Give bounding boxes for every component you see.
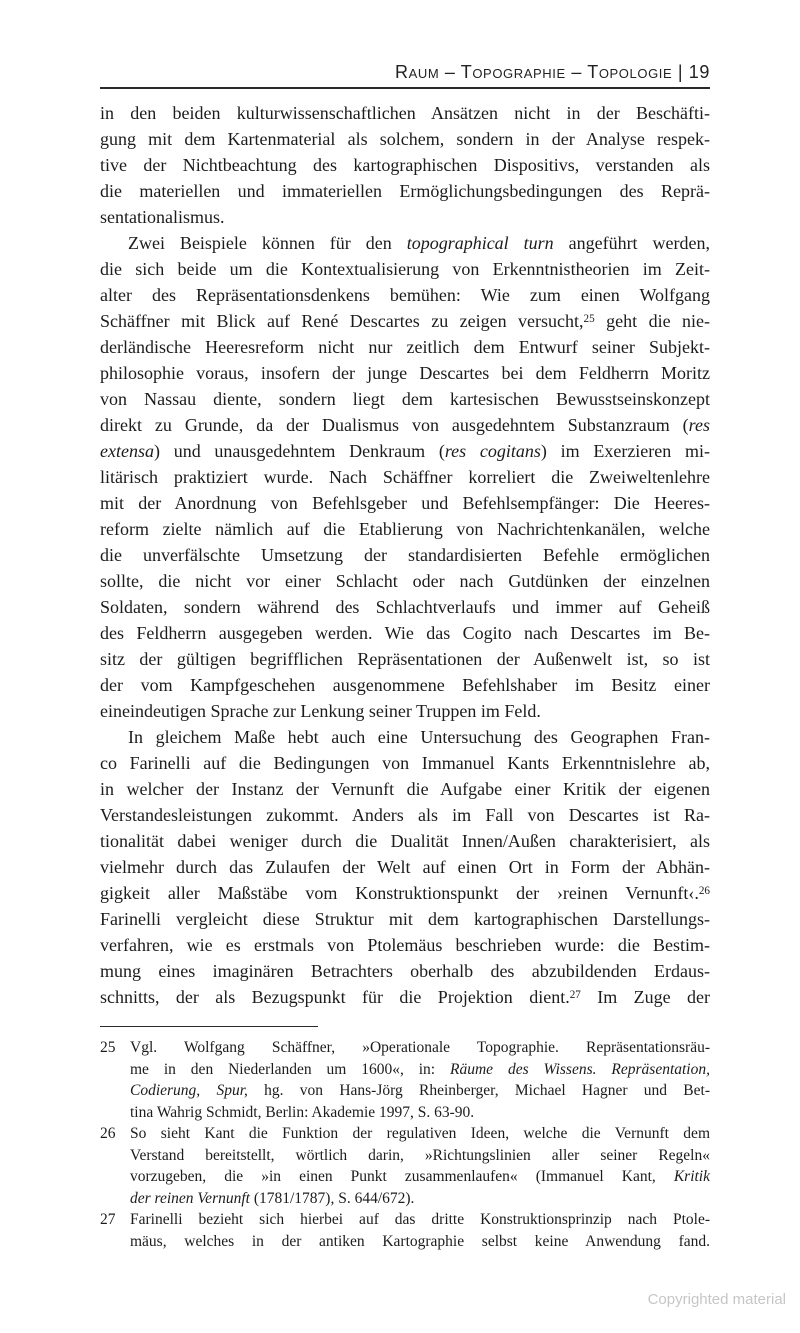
paragraph xyxy=(100,100,710,230)
footnote-number: 25 xyxy=(100,1039,116,1056)
text-line: co Farinelli auf die Bedingungen von Immanuel Kants Erkenntnislehre ab, xyxy=(100,753,710,773)
text-line: vorzugeben, die »in einen Punkt zusammenlaufen« (Immanuel Kant, Kritik xyxy=(130,1168,710,1185)
text-line: der vom Kampfgeschehen ausgenommene Befehlshaber im Besitz einer xyxy=(100,675,710,695)
footnote-text xyxy=(130,1209,710,1252)
footnote-text xyxy=(130,1037,710,1123)
text-line: direkt zu Grunde, da der Dualismus von ausgedehntem Substanzraum (res xyxy=(100,415,710,435)
footnote-text xyxy=(130,1123,710,1209)
footnote xyxy=(100,1123,710,1209)
text-line: gigkeit aller Maßstäbe vom Konstruktionspunkt der ›reinen Vernunft‹.$^{26}$ xyxy=(100,883,710,903)
text-line: die materiellen und immateriellen Ermöglichungsbedingungen des Reprä- xyxy=(100,181,710,201)
text-line: der reinen Vernunft (1781/1787), S. 644/672). xyxy=(130,1189,415,1207)
running-header-separator: | xyxy=(677,62,684,82)
text-line: sitz der gültigen begrifflichen Repräsentationen der Außenwelt ist, so ist xyxy=(100,649,710,669)
text-line: Zwei Beispiele können für den topographical turn angeführt werden, xyxy=(128,233,710,253)
text-line: Soldaten, sondern während des Schlachtverlaufs und immer auf Geheiß xyxy=(100,597,710,617)
text-line: extensa) und unausgedehntem Denkraum (res cogitans) im Exerzieren mi- xyxy=(100,441,711,461)
text-line: tina Wahrig Schmidt, Berlin: Akademie 1997, S. 63-90. xyxy=(130,1103,475,1121)
text-line: alter des Repräsentationsdenkens bemühen: Wie zum einen Wolfgang xyxy=(100,285,710,305)
text-line: Verstand bereitstellt, wörtlich darin, »Richtungslinien aller seiner Regeln« xyxy=(130,1146,710,1164)
text-line: tionalität dabei weniger durch die Dualität Innen/Außen charakterisiert, als xyxy=(100,831,710,851)
text-line: in den beiden kulturwissenschaftlichen Ansätzen nicht in der Beschäfti- xyxy=(100,103,710,123)
footnote-separator xyxy=(100,1026,318,1027)
running-header xyxy=(100,62,710,83)
running-header-title: Raum – Topographie – Topologie xyxy=(394,62,673,82)
footnotes xyxy=(100,1037,710,1252)
footnote-ref: 27 xyxy=(569,988,581,1001)
text-line: sentationalismus. xyxy=(100,207,225,227)
footnote-ref: 26 xyxy=(698,884,710,897)
text-line: die unverfälschte Umsetzung der standardisierten Befehle ermöglichen xyxy=(100,545,710,565)
text-line: Verstandesleistungen zukommt. Anders als im Fall von Descartes ist Ra- xyxy=(100,805,710,825)
text-line: vielmehr durch das Zulaufen der Welt auf einen Ort in Form der Abhän- xyxy=(100,857,710,877)
text-line: Vgl. Wolfgang Schäffner, »Operationale Topographie. Repräsentationsräu- xyxy=(130,1039,710,1056)
footnote-ref: 25 xyxy=(583,312,595,325)
text-line: Farinelli bezieht sich hierbei auf das dritte Konstruktionsprinzip nach Ptole- xyxy=(130,1211,710,1228)
body-text xyxy=(100,100,710,1010)
text-line: schnitts, der als Bezugspunkt für die Projektion dient.$^{27}$ Im Zuge der xyxy=(100,987,711,1007)
text-line: derländische Heeresreform nicht nur zeitlich dem Entwurf seiner Subjekt- xyxy=(100,337,710,357)
footnote xyxy=(100,1037,710,1123)
paragraph xyxy=(100,230,710,724)
text-line: gung mit dem Kartenmaterial als solchem, sondern in der Analyse respek- xyxy=(100,129,710,149)
text-line: reform zielte nämlich auf die Etablierung von Nachrichtenkanälen, welche xyxy=(100,519,710,539)
text-line: tive der Nichtbeachtung des kartographischen Dispositivs, verstanden als xyxy=(100,155,710,175)
text-line: Schäffner mit Blick auf René Descartes zu zeigen versucht,$^{25}$ geht die nie- xyxy=(100,311,710,331)
text-line: Farinelli vergleicht diese Struktur mit dem kartographischen Darstellungs- xyxy=(100,909,710,929)
text-line: mit der Anordnung von Befehlsgeber und Befehlsempfänger: Die Heeres- xyxy=(100,493,710,513)
text-line: me in den Niederlanden um 1600«, in: Räume des Wissens. Repräsentation, xyxy=(130,1060,710,1078)
page-number: 19 xyxy=(688,62,710,82)
text-line: sollte, die nicht vor einer Schlacht oder nach Gutdünken der einzelnen xyxy=(100,571,710,591)
text-line: mung eines imaginären Betrachters oberhalb des abzubildenden Erdaus- xyxy=(100,961,710,981)
text-line: in welcher der Instanz der Vernunft die Aufgabe einer Kritik der eigenen xyxy=(100,779,710,799)
footnote-number: 26 xyxy=(100,1125,116,1142)
text-line: So sieht Kant die Funktion der regulativen Ideen, welche die Vernunft dem xyxy=(130,1125,710,1142)
paragraph xyxy=(100,724,710,1010)
footnote-number: 27 xyxy=(100,1211,116,1228)
text-line: philosophie voraus, insofern der junge Descartes bei dem Feldherrn Moritz xyxy=(100,363,710,383)
header-rule xyxy=(100,87,710,89)
text-line: Codierung, Spur, hg. von Hans-Jörg Rheinberger, Michael Hagner und Bet- xyxy=(130,1082,710,1099)
text-line: verfahren, wie es erstmals von Ptolemäus beschrieben wurde: die Bestim- xyxy=(100,935,710,955)
text-line: litärisch praktiziert wurde. Nach Schäffner korreliert die Zweiweltenlehre xyxy=(100,467,710,487)
text-line: von Nassau diente, sondern liegt dem kartesischen Bewusstseinskonzept xyxy=(100,389,710,409)
text-line: In gleichem Maße hebt auch eine Untersuchung des Geographen Fran- xyxy=(128,727,710,747)
text-line: mäus, welches in der antiken Kartographie selbst keine Anwendung fand. xyxy=(130,1232,710,1250)
text-line: des Feldherrn ausgegeben werden. Wie das Cogito nach Descartes im Be- xyxy=(100,623,710,643)
text-line: die sich beide um die Kontextualisierung von Erkenntnistheorien im Zeit- xyxy=(100,259,710,279)
watermark: Copyrighted material xyxy=(647,1291,786,1308)
text-line: eineindeutigen Sprache zur Lenkung seiner Truppen im Feld. xyxy=(100,701,541,721)
footnote xyxy=(100,1209,710,1252)
